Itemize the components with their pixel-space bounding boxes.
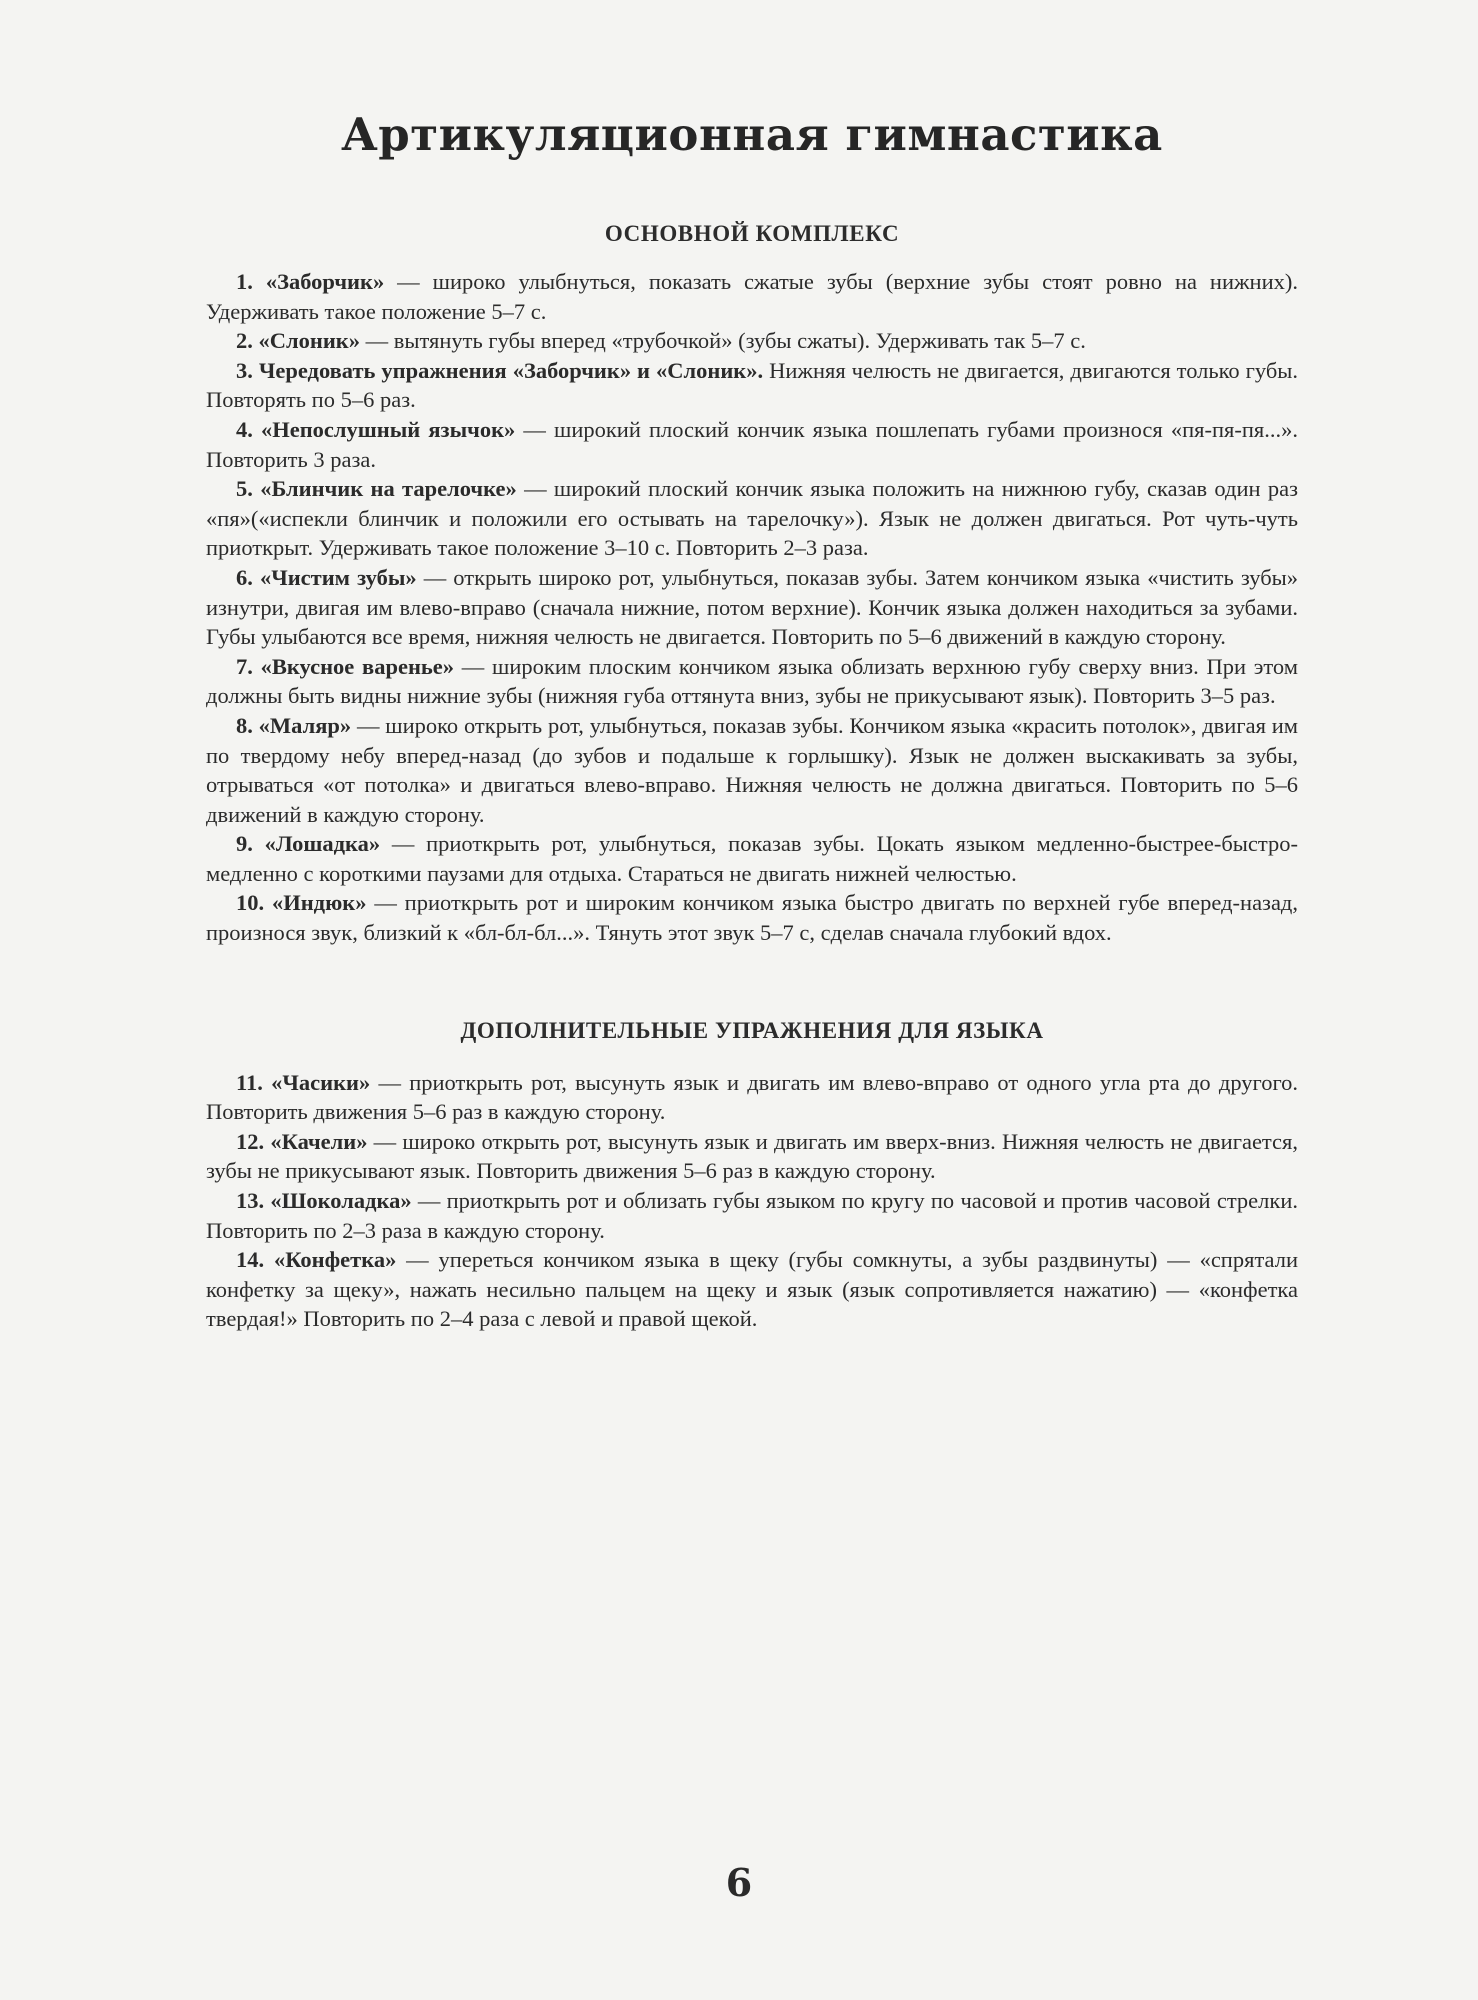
exercise-item: 8. «Маляр» — широко открыть рот, улыбнуться, показав зубы. Кончиком языка «красить потолок», двигая им по твердому небу вперед-назад (до зубов и подальше к горлышку). Язык не должен выскакивать за зубы, отрываться «от потолка» и двигаться влево-вправо. Нижняя челюсть не должна двигаться. Повторить по 5–6 движений в каждую сторону. xyxy=(206,712,1298,827)
exercise-item: 12. «Качели» — широко открыть рот, высунуть язык и двигать им вверх-вниз. Нижняя челюсть не двигается, зубы не прикусывают язык. Повторить движения 5–6 раз в каждую сторону. xyxy=(206,1128,1298,1184)
exercise-item: 13. «Шоколадка» — приоткрыть рот и облизать губы языком по кругу по часовой и против часовой стрелки. Повторить по 2–3 раза в каждую сторону. xyxy=(206,1188,1298,1243)
exercise-item: 6. «Чистим зубы» — открыть широко рот, улыбнуться, показав зубы. Затем кончиком языка «чистить зубы» изнутри, двигая им влево-вправо (сначала нижние, потом верхние). Кончик языка должен находиться за зубами. Губы улыбаются все время, нижняя челюсть не двигается. Повторить по 5–6 движений в каждую сторону. xyxy=(206,564,1299,650)
exercise-item: 9. «Лошадка» — приоткрыть рот, улыбнуться, показав зубы. Цокать языком медленно-быстрее-быстро-медленно с короткими паузами для отдыха. Стараться не двигать нижней челюстью. xyxy=(206,831,1299,886)
page-number: 6 xyxy=(725,1860,753,1905)
exercise-list-extra xyxy=(206,1068,1298,1334)
exercise-item: 4. «Непослушный язычок» — широкий плоский кончик языка пошлепать губами произнося «пя-пя-пя...». Повторить 3 раза. xyxy=(206,416,1298,472)
exercise-list-main xyxy=(206,267,1298,948)
exercise-item: 10. «Индюк» — приоткрыть рот и широким кончиком языка быстро двигать по верхней губе вперед-назад, произнося звук, близкий к «бл-бл-бл...». Тянуть этот звук 5–7 с, сделав сначала глубокий вдох. xyxy=(206,890,1298,946)
page-title: Артикуляционная гимнастика xyxy=(341,108,1163,161)
section-heading-extra: ДОПОЛНИТЕЛЬНЫЕ УПРАЖНЕНИЯ ДЛЯ ЯЗЫКА xyxy=(460,1017,1044,1043)
exercise-item: 11. «Часики» — приоткрыть рот, высунуть язык и двигать им влево-вправо от одного угла рта до другого. Повторить движения 5–6 раз в каждую сторону. xyxy=(206,1069,1298,1125)
section-heading-main: ОСНОВНОЙ КОМПЛЕКС xyxy=(604,221,900,246)
exercise-item: 7. «Вкусное варенье» — широким плоским кончиком языка облизать верхнюю губу сверху вниз. При этом должны быть видны нижние зубы (нижняя губа оттянута вниз, зубы не прикусывают язык). Повторить 3–5 раз. xyxy=(206,653,1298,709)
exercise-item: 5. «Блинчик на тарелочке» — широкий плоский кончик языка положить на нижнюю губу, сказав один раз «пя»(«испекли блинчик и положили его остывать на тарелочку»). Язык не должен двигаться. Рот чуть-чуть приоткрыт. Удерживать такое положение 3–10 с. Повторить 2–3 раза. xyxy=(206,476,1298,561)
exercise-item: 3. Чередовать упражнения «Заборчик» и «Слоник». Нижняя челюсть не двигается, двигаются только губы. Повторять по 5–6 раз. xyxy=(206,357,1299,413)
exercise-item: 14. «Конфетка» — упереться кончиком языка в щеку (губы сомкнуты, а зубы раздвинуты) — «спрятали конфетку за щеку», нажать несильно пальцем на щеку и язык (язык сопротивляется нажатию) — «конфетка твердая!» Повторить по 2–4 раза с левой и правой щекой. xyxy=(206,1247,1299,1332)
exercise-item: 2. «Слоник» — вытянуть губы вперед «трубочкой» (зубы сжаты). Удерживать так 5–7 с. xyxy=(236,328,1086,354)
exercise-item: 1. «Заборчик» — широко улыбнуться, показать сжатые зубы (верхние зубы стоят ровно на нижних). Удерживать такое положение 5–7 с. xyxy=(206,269,1299,324)
